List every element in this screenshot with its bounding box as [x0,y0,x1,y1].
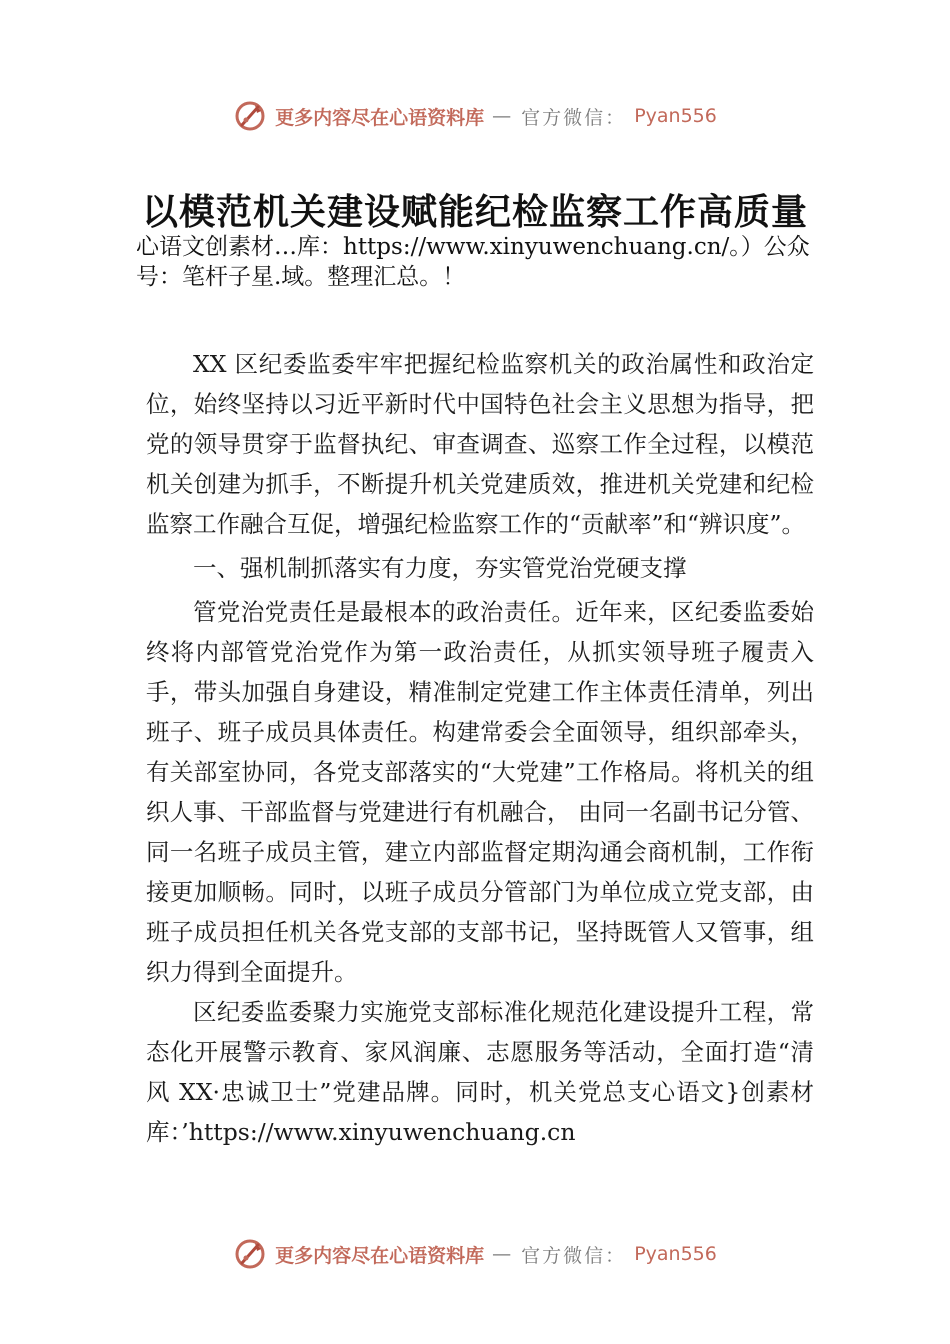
paragraph-body: 区纪委监委聚力实施党支部标准化规范化建设提升工程，常态化开展警示教育、家风润廉、志愿服务等活动，全面打造“清风 XX·忠诚卫士”党建品牌。同时，机关党总支心语文}创素材库：’https://www.xinyuwenchuang.cn [146,998,814,1146]
paragraph-intro: XX 区纪委监委牢牢把握纪检监察机关的政治属性和政治定位，始终坚持以习近平新时代中国特色社会主义思想为指导，把党的领导贯穿于监督执纪、审查调查、巡察工作全过程，以模范机关创建为抓手，不断提升机关党建质效，推进机关党建和纪检监察工作融合互促，增强纪检监察工作的“贡献率”和“辨识度”。 [146,350,814,538]
banner-dash: — [492,105,514,127]
paragraph-body: 管党治党责任是最根本的政治责任。近年来，区纪委监委始终将内部管党治党作为第一政治责任，从抓实领导班子履责入手，带头加强自身建设，精准制定党建工作主体责任清单，列出班子、班子成员具体责任。构建常委会全面领导，组织部牵头，有关部室协同，各党支部落实的“大党建”工作格局。将机关的组织人事、干部监督与党建进行有机融合， 由同一名副书记分管、同一名班子成员主管，建立内部监督定期沟通会商机制，工作衔接更加顺畅。同时，以班子成员分管部门为单位成立党支部，由班子成员担任机关各党支部的支部书记，坚持既管人又管事，组织力得到全面提升。 [146,598,814,986]
document-title: 以模范机关建设赋能纪检监察工作高质量 [141,191,808,233]
pen-seal-logo-icon [233,1237,267,1271]
banner-wechat-id: Pyan556 [634,1243,717,1265]
banner-wechat-label: 官方微信： [521,106,627,129]
banner-dash: — [492,1243,514,1265]
banner-wechat-id: Pyan556 [634,105,717,127]
banner-main-text: 更多内容尽在心语资料库 [275,1244,485,1267]
section-heading: 一、强机制抓落实有力度，夯实管党治党硬支撑 [193,554,687,582]
pen-seal-logo-icon [233,99,267,133]
banner-main-text: 更多内容尽在心语资料库 [275,106,485,129]
source-line: 心语文创素材…库：https://www.xinyuwenchuang.cn/。）公众号：笔杆子星.域。整理汇总。！ [136,234,810,290]
header-banner [0,96,950,136]
document-body [146,344,814,1152]
footer-banner [0,1234,950,1274]
banner-wechat-label: 官方微信： [521,1244,627,1267]
